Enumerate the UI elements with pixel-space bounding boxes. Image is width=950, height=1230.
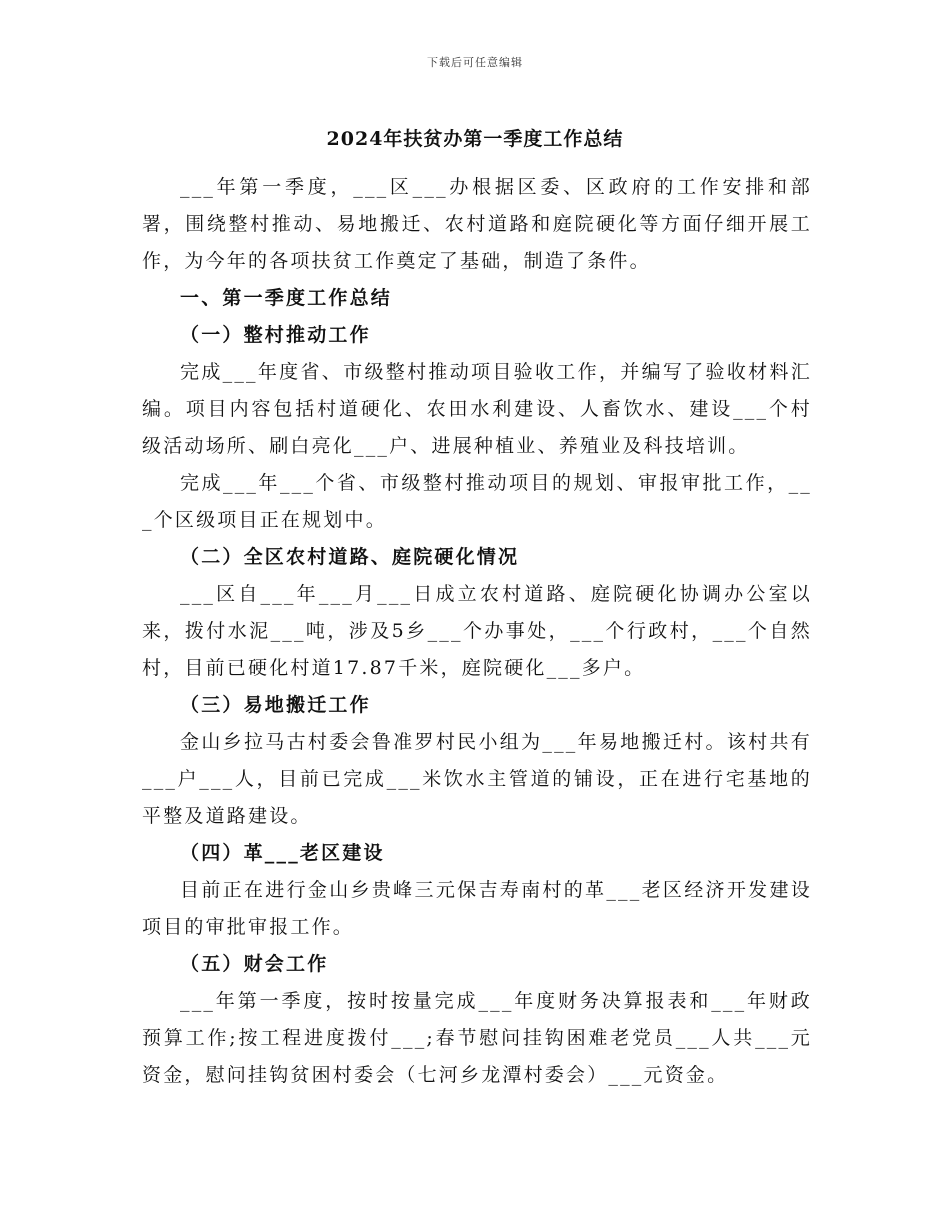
subsection-heading: （二）全区农村道路、庭院硬化情况 <box>180 546 520 568</box>
paragraph: 目前正在进行金山乡贵峰三元保吉寿南村的革___老区经济开发建设项目的审批审报工作。 <box>142 879 812 938</box>
subsection-heading: （四）革___老区建设 <box>180 842 385 864</box>
paragraph: ___区自___年___月___日成立农村道路、庭院硬化协调办公室以来，拨付水泥___吨，涉及5乡___个办事处，___个行政村，___个自然村，目前已硬化村道17.87千米，庭院硬化___多户。 <box>142 583 812 679</box>
document-title: 2024年扶贫办第一季度工作总结 <box>326 128 624 150</box>
paragraph: 完成___年度省、市级整村推动项目验收工作，并编写了验收材料汇编。项目内容包括村道硬化、农田水利建设、人畜饮水、建设___个村级活动场所、刷白亮化___户、进展种植业、养殖业及科技培训。 <box>142 361 812 457</box>
paragraph: 完成___年___个省、市级整村推动项目的规划、审报审批工作，___个区级项目正在规划中。 <box>142 472 812 531</box>
document-body <box>142 169 812 1094</box>
subsection-heading: （五）财会工作 <box>180 953 329 975</box>
intro-paragraph: ___年第一季度，___区___办根据区委、区政府的工作安排和部署，围绕整村推动、易地搬迁、农村道路和庭院硬化等方面仔细开展工作，为今年的各项扶贫工作奠定了基础，制造了条件。 <box>142 176 812 272</box>
subsection-heading: （一）整村推动工作 <box>180 324 371 346</box>
header-note: 下载后可任意编辑 <box>427 56 523 69</box>
paragraph: ___年第一季度，按时按量完成___年度财务决算报表和___年财政预算工作;按工程进度拨付___;春节慰问挂钩困难老党员___人共___元资金，慰问挂钩贫困村委会（七河乡龙潭村委会）___元资金。 <box>142 990 812 1086</box>
paragraph: 金山乡拉马古村委会鲁准罗村民小组为___年易地搬迁村。该村共有___户___人，目前已完成___米饮水主管道的铺设，正在进行宅基地的平整及道路建设。 <box>142 731 812 827</box>
section-heading: 一、第一季度工作总结 <box>180 287 393 309</box>
subsection-heading: （三）易地搬迁工作 <box>180 694 371 716</box>
